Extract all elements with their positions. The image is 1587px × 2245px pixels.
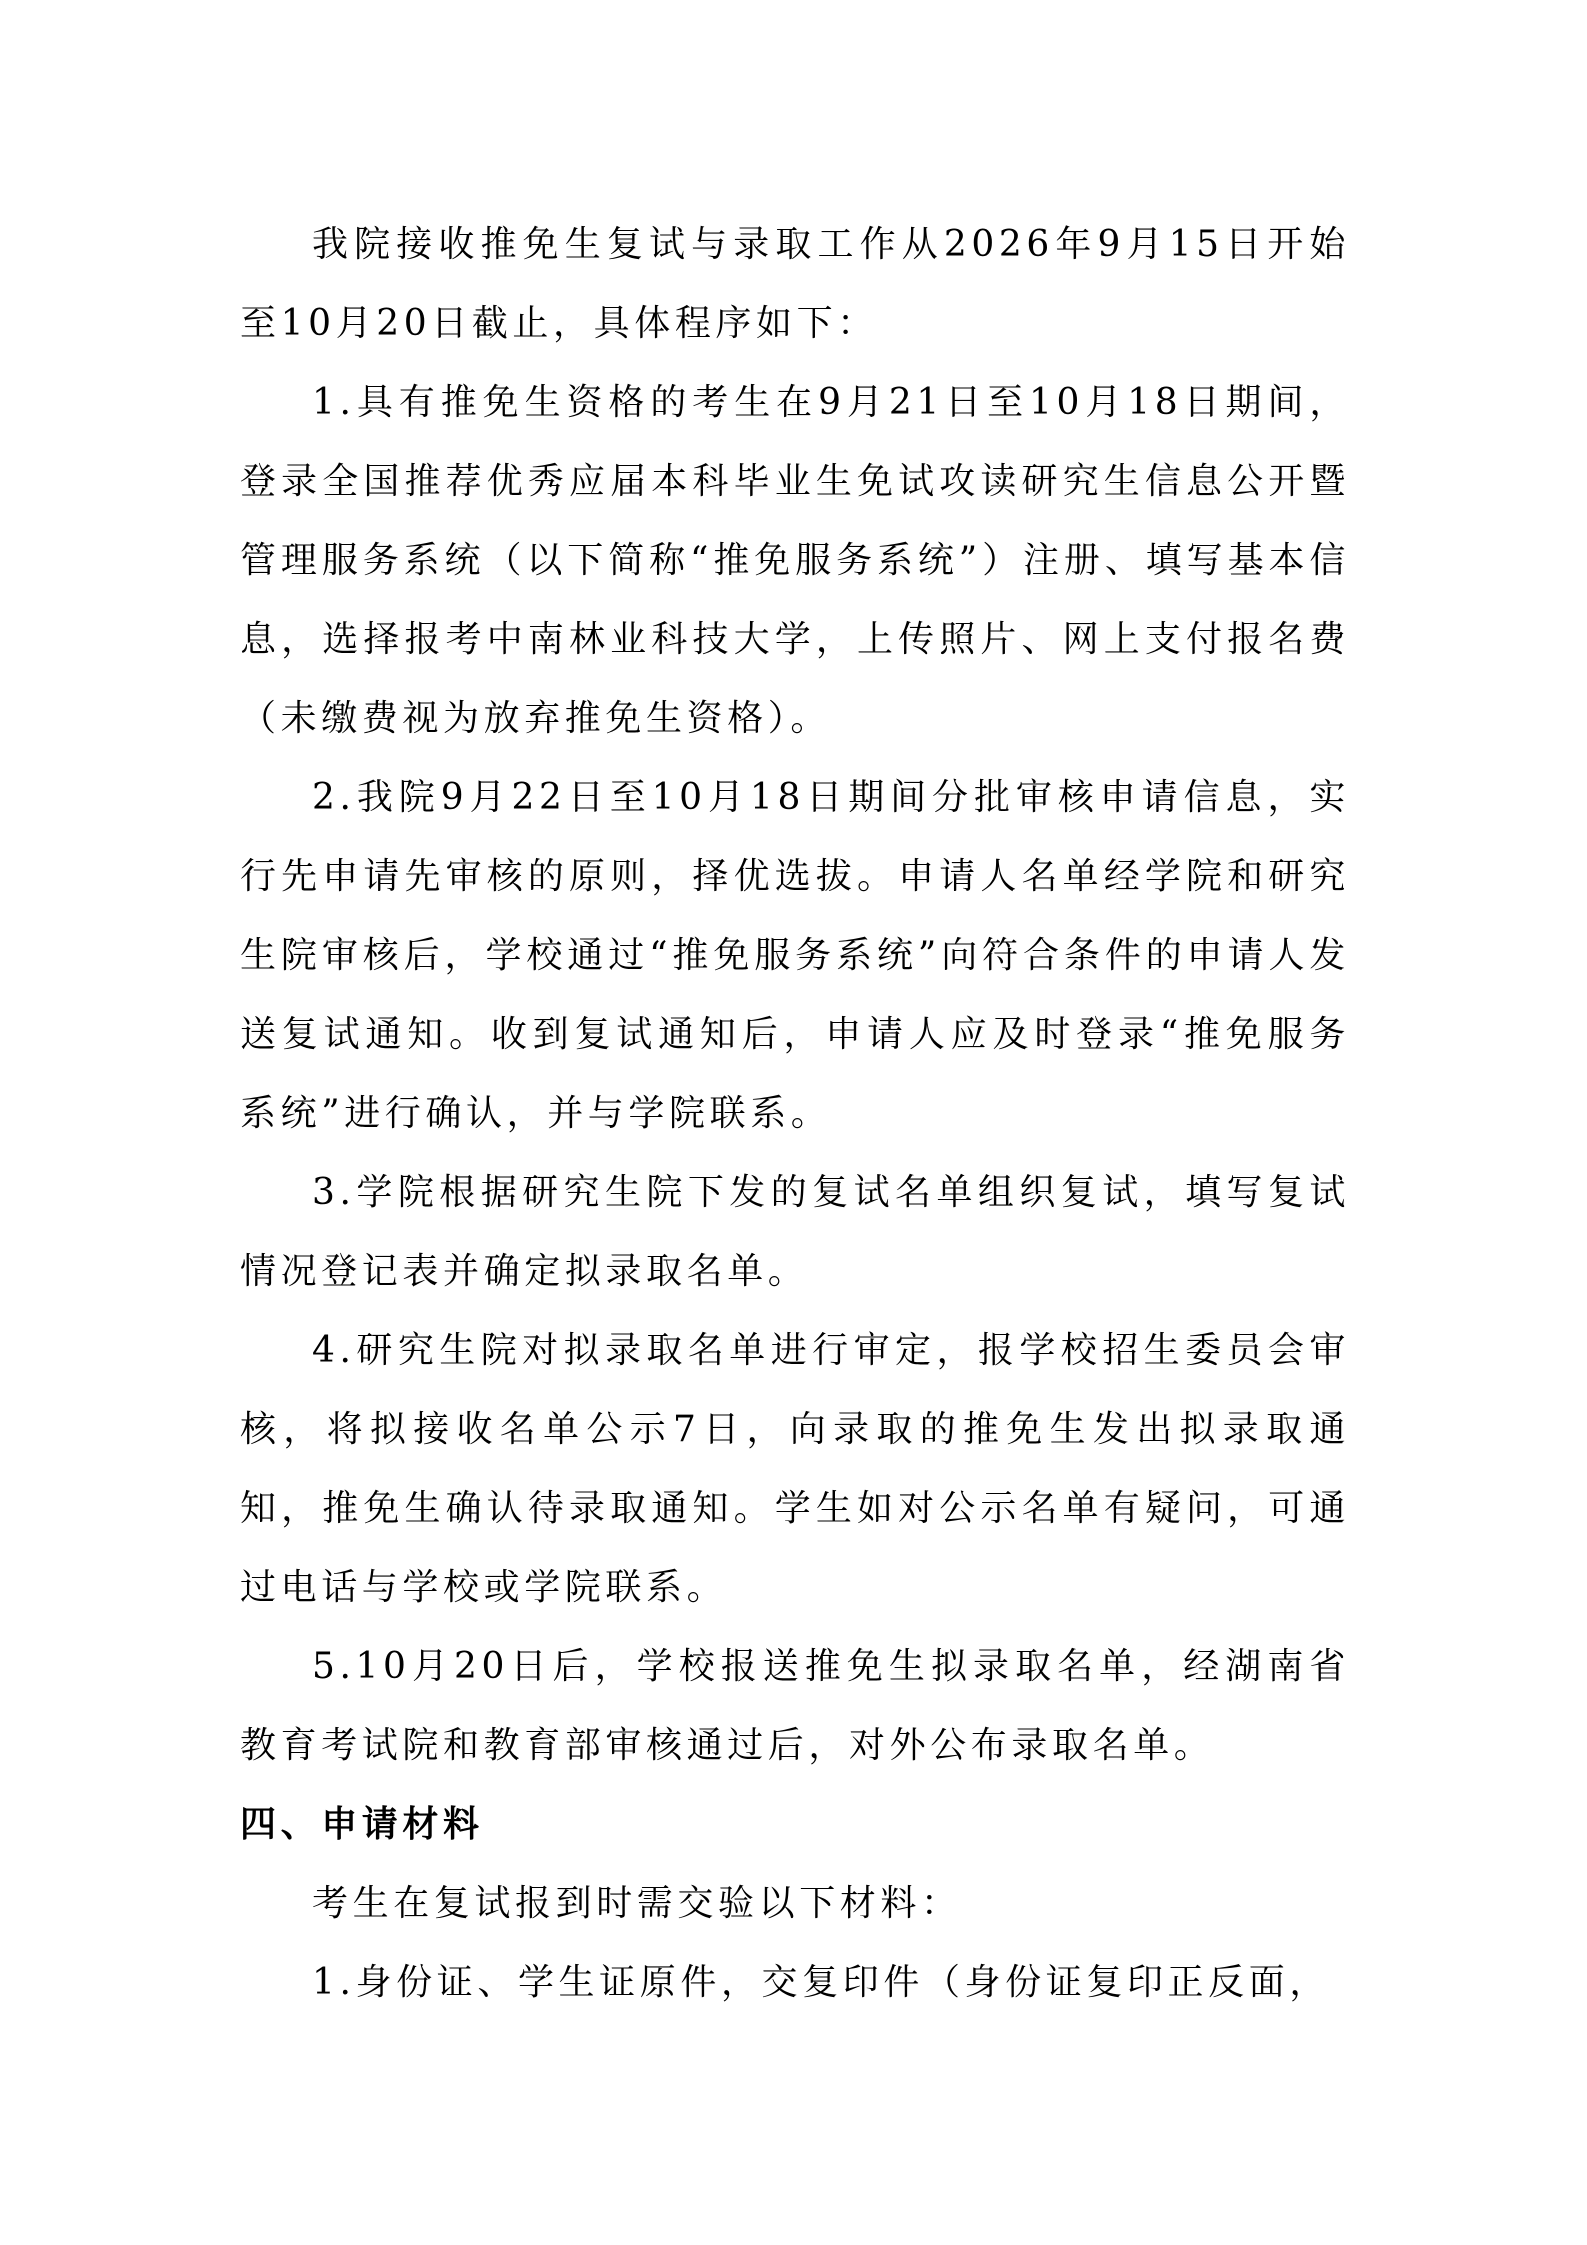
procedure-step-4: 4.研究生院对拟录取名单进行审定，报学校招生委员会审核，将拟接收名单公示7日，向录取的推免生发出拟录取通知，推免生确认待录取通知。学生如对公示名单有疑问，可通过电话与学校或学院联系。 bbox=[240, 1330, 1350, 1608]
materials-intro: 考生在复试报到时需交验以下材料： bbox=[312, 1883, 962, 1924]
procedure-step-1: 1.具有推免生资格的考生在9月21日至10月18日期间，登录全国推荐优秀应届本科毕业生免试攻读研究生信息公开暨管理服务系统（以下简称“推免服务系统”）注册、填写基本信息，选择报考中南林业科技大学，上传照片、网上支付报名费（未缴费视为放弃推免生资格）。 bbox=[240, 382, 1350, 739]
intro-paragraph: 我院接收推免生复试与录取工作从2026年9月15日开始至10月20日截止，具体程序如下： bbox=[240, 224, 1350, 344]
document-body bbox=[240, 205, 1350, 2022]
section-heading: 四、申请材料 bbox=[240, 1804, 484, 1845]
procedure-step-2: 2.我院9月22日至10月18日期间分批审核申请信息，实行先申请先审核的原则，择优选拔。申请人名单经学院和研究生院审核后，学校通过“推免服务系统”向符合条件的申请人发送复试通知。收到复试通知后，申请人应及时登录“推免服务系统”进行确认，并与学院联系。 bbox=[240, 777, 1350, 1134]
procedure-step-3: 3.学院根据研究生院下发的复试名单组织复试，填写复试情况登记表并确定拟录取名单。 bbox=[240, 1172, 1350, 1292]
procedure-step-5: 5.10月20日后，学校报送推免生拟录取名单，经湖南省教育考试院和教育部审核通过后，对外公布录取名单。 bbox=[240, 1646, 1350, 1766]
materials-item-1: 1.身份证、学生证原件，交复印件（身份证复印正反面， bbox=[312, 1962, 1330, 2003]
